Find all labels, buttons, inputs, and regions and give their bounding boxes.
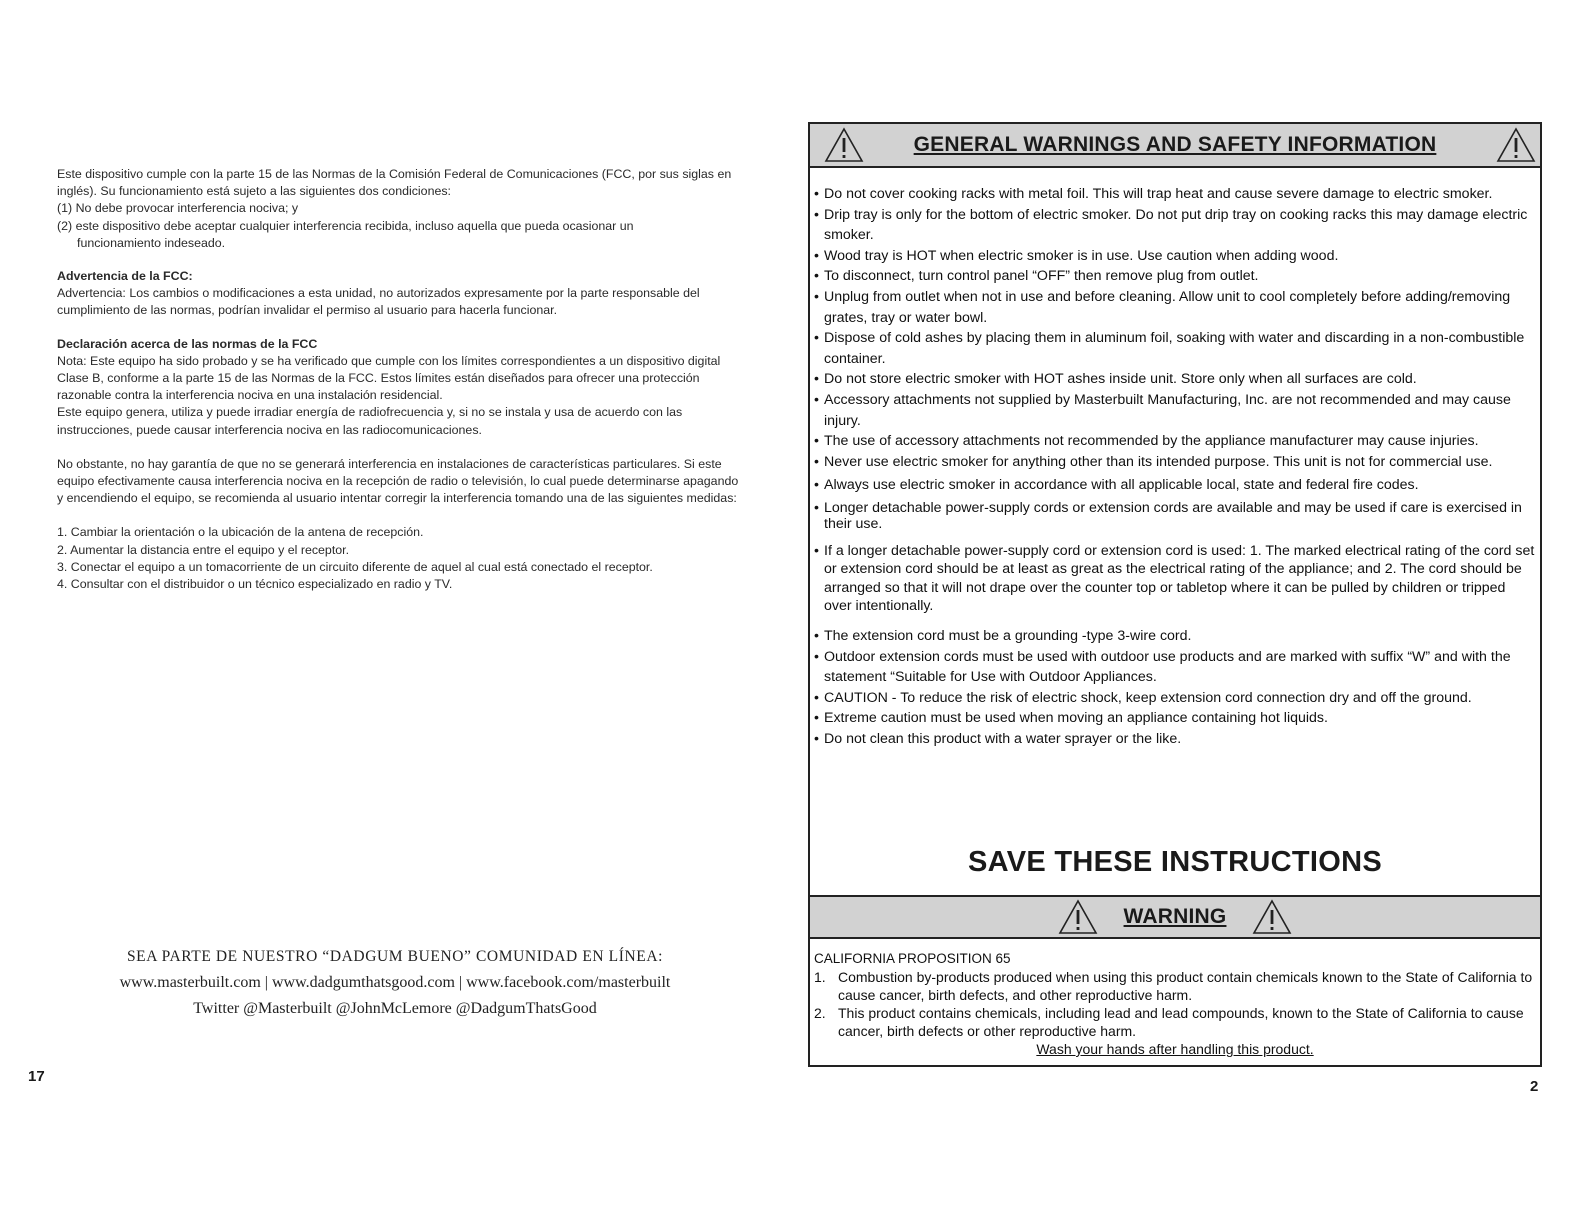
safety-bullet: • Never use electric smoker for anything other than its intended purpose. This unit is not for commercial use.	[814, 452, 1536, 473]
prop65-item-text: Combustion by-products produced when using this product contain chemicals known to the State of California to cause cancer, birth defects, and other reproductive harm.	[838, 969, 1533, 1003]
warning-banner-title: WARNING	[1123, 905, 1227, 928]
safety-bullet-list	[814, 184, 1536, 749]
safety-bullet: • The use of accessory attachments not recommended by the appliance manufacturer may cause injuries.	[814, 431, 1536, 452]
prop65-title: CALIFORNIA PROPOSITION 65	[814, 951, 1011, 966]
safety-bullet: • Drip tray is only for the bottom of electric smoker. Do not put drip tray on cooking racks this may damage electric smoker.	[814, 205, 1536, 246]
fcc-declaration-text-1: Nota: Este equipo ha sido probado y se ha verificado que cumple con los límites correspondientes a un dispositivo digital Clase B, conforme a la parte 15 de las Normas de la FCC. Estos límites están diseñados para ofrecer una protección razonable contra la interferencia nociva en una instalación residencial.	[57, 353, 721, 403]
fcc-warning-heading: Advertencia de la FCC:	[57, 269, 193, 284]
fcc-measure: 4. Consultar con el distribuidor o un técnico especializado en radio y TV.	[57, 577, 453, 592]
warning-triangle-icon	[1058, 899, 1098, 935]
page-number-left: 17	[28, 1068, 45, 1085]
safety-bullet: • Unplug from outlet when not in use and before cleaning. Allow unit to cool completely before adding/removing grates, tray or water bowl.	[814, 287, 1536, 328]
fcc-condition-2-cont: funcionamiento indeseado.	[77, 235, 226, 250]
safety-bullet: • To disconnect, turn control panel “OFF” then remove plug from outlet.	[814, 266, 1536, 287]
prop65-item	[814, 1004, 1536, 1040]
safety-bullet: • Accessory attachments not supplied by Masterbuilt Manufacturing, Inc. are not recommended and may cause injury.	[814, 390, 1536, 431]
save-instructions-heading: SAVE THESE INSTRUCTIONS	[967, 846, 1383, 878]
safety-information-box	[808, 122, 1542, 1067]
prop65-item-text: This product contains chemicals, including lead and lead compounds, known to the State of California to cause cancer, birth defects or other reproductive harm.	[838, 1005, 1524, 1039]
safety-banner-title: GENERAL WARNINGS AND SAFETY INFORMATION	[913, 133, 1437, 156]
promo-title: SEA PARTE DE NUESTRO “DADGUM BUENO” COMUNIDAD EN LÍNEA:	[126, 948, 664, 965]
fcc-condition-1: (1) No debe provocar interferencia nociva; y	[57, 201, 299, 216]
fcc-no-guarantee-text: No obstante, no hay garantía de que no se generará interferencia en instalaciones de características particulares. Si este equipo efectivamente causa interferencia nociva en la recepción de radio o televisión, lo cual puede determinarse apagando y encendiendo el equipo, se recomienda al usuario intentar corregir la interferencia tomando una de las siguientes medidas:	[57, 456, 739, 506]
prop65-item	[814, 968, 1536, 1004]
safety-bullet: • Do not clean this product with a water sprayer or the like.	[814, 729, 1536, 750]
prop65-item-number: 1.	[814, 969, 826, 985]
warning-banner	[810, 895, 1540, 939]
fcc-measure: 3. Conectar el equipo a un tomacorriente de un circuito diferente de aquel al cual está conectado el receptor.	[57, 559, 653, 574]
safety-bullet: • Do not cover cooking racks with metal foil. This will trap heat and cause severe damage to electric smoker.	[814, 184, 1536, 205]
safety-bullet: • Extreme caution must be used when moving an appliance containing hot liquids.	[814, 708, 1536, 729]
wash-hands-note: Wash your hands after handling this product.	[1036, 1041, 1314, 1057]
safety-banner	[810, 124, 1540, 168]
page-number-right: 2	[1530, 1078, 1539, 1095]
safety-bullet: • Outdoor extension cords must be used with outdoor use products and are marked with suffix “W” and with the statement “Suitable for Use with Outdoor Appliances.	[814, 647, 1536, 688]
fcc-measure: 1. Cambiar la orientación o la ubicación de la antena de recepción.	[57, 525, 424, 540]
safety-bullet: • CAUTION - To reduce the risk of electric shock, keep extension cord connection dry and off the ground.	[814, 688, 1536, 709]
fcc-condition-2: (2) este dispositivo debe aceptar cualquier interferencia recibida, incluso aquella que pueda ocasionar un	[57, 218, 634, 233]
fcc-measure: 2. Aumentar la distancia entre el equipo y el receptor.	[57, 542, 350, 557]
safety-bullet: • Do not store electric smoker with HOT ashes inside unit. Store only when all surfaces are cold.	[814, 369, 1536, 390]
warning-triangle-icon	[1496, 127, 1536, 163]
safety-bullet: • Dispose of cold ashes by placing them in aluminum foil, soaking with water and discarding in a non-combustible container.	[814, 328, 1536, 369]
fcc-conditions	[57, 200, 747, 252]
warning-triangle-icon	[824, 127, 864, 163]
fcc-measures-list	[57, 524, 747, 593]
safety-bullet: • Longer detachable power-supply cords or extension cords are available and may be used if care is exercised in their use.	[814, 500, 1536, 532]
fcc-warning-text: Advertencia: Los cambios o modificaciones a esta unidad, no autorizados expresamente por la parte responsable del cumplimiento de las normas, podrían invalidar el permiso al usuario para hacerla funcionar.	[57, 286, 700, 318]
promo-twitter: Twitter @Masterbuilt @JohnMcLemore @DadgumThatsGood	[193, 1000, 597, 1017]
fcc-declaration-text-2: Este equipo genera, utiliza y puede irradiar energía de radiofrecuencia y, si no se instala y usa de acuerdo con las instrucciones, puede causar interferencia nociva en las radiocomunicaciones.	[57, 405, 683, 437]
safety-bullet: • If a longer detachable power-supply cord or extension cord is used: 1. The marked electrical rating of the cord set or extension cord should be at least as great as the electrical rating of the appliance; and 2. The cord should be arranged so that it will not drape over the counter top or tabletop where it can be pulled by children or tripped over intentionally.	[814, 542, 1536, 616]
warning-triangle-icon	[1252, 899, 1292, 935]
community-promo	[40, 944, 750, 1022]
fcc-declaration-heading: Declaración acerca de las normas de la FCC	[57, 336, 318, 351]
prop65-item-number: 2.	[814, 1005, 826, 1021]
fcc-intro: Este dispositivo cumple con la parte 15 de las Normas de la Comisión Federal de Comunicaciones (FCC, por sus siglas en inglés). Su funcionamiento está sujeto a las siguientes dos condiciones:	[57, 167, 732, 199]
safety-bullet: • Wood tray is HOT when electric smoker is in use. Use caution when adding wood.	[814, 246, 1536, 267]
fcc-compliance-text	[57, 166, 747, 593]
safety-bullet: • The extension cord must be a grounding -type 3-wire cord.	[814, 626, 1536, 647]
safety-bullet: • Always use electric smoker in accordance with all applicable local, state and federal fire codes.	[814, 475, 1536, 496]
prop65-section	[814, 950, 1536, 1058]
promo-links: www.masterbuilt.com | www.dadgumthatsgood.com | www.facebook.com/masterbuilt	[119, 974, 671, 991]
